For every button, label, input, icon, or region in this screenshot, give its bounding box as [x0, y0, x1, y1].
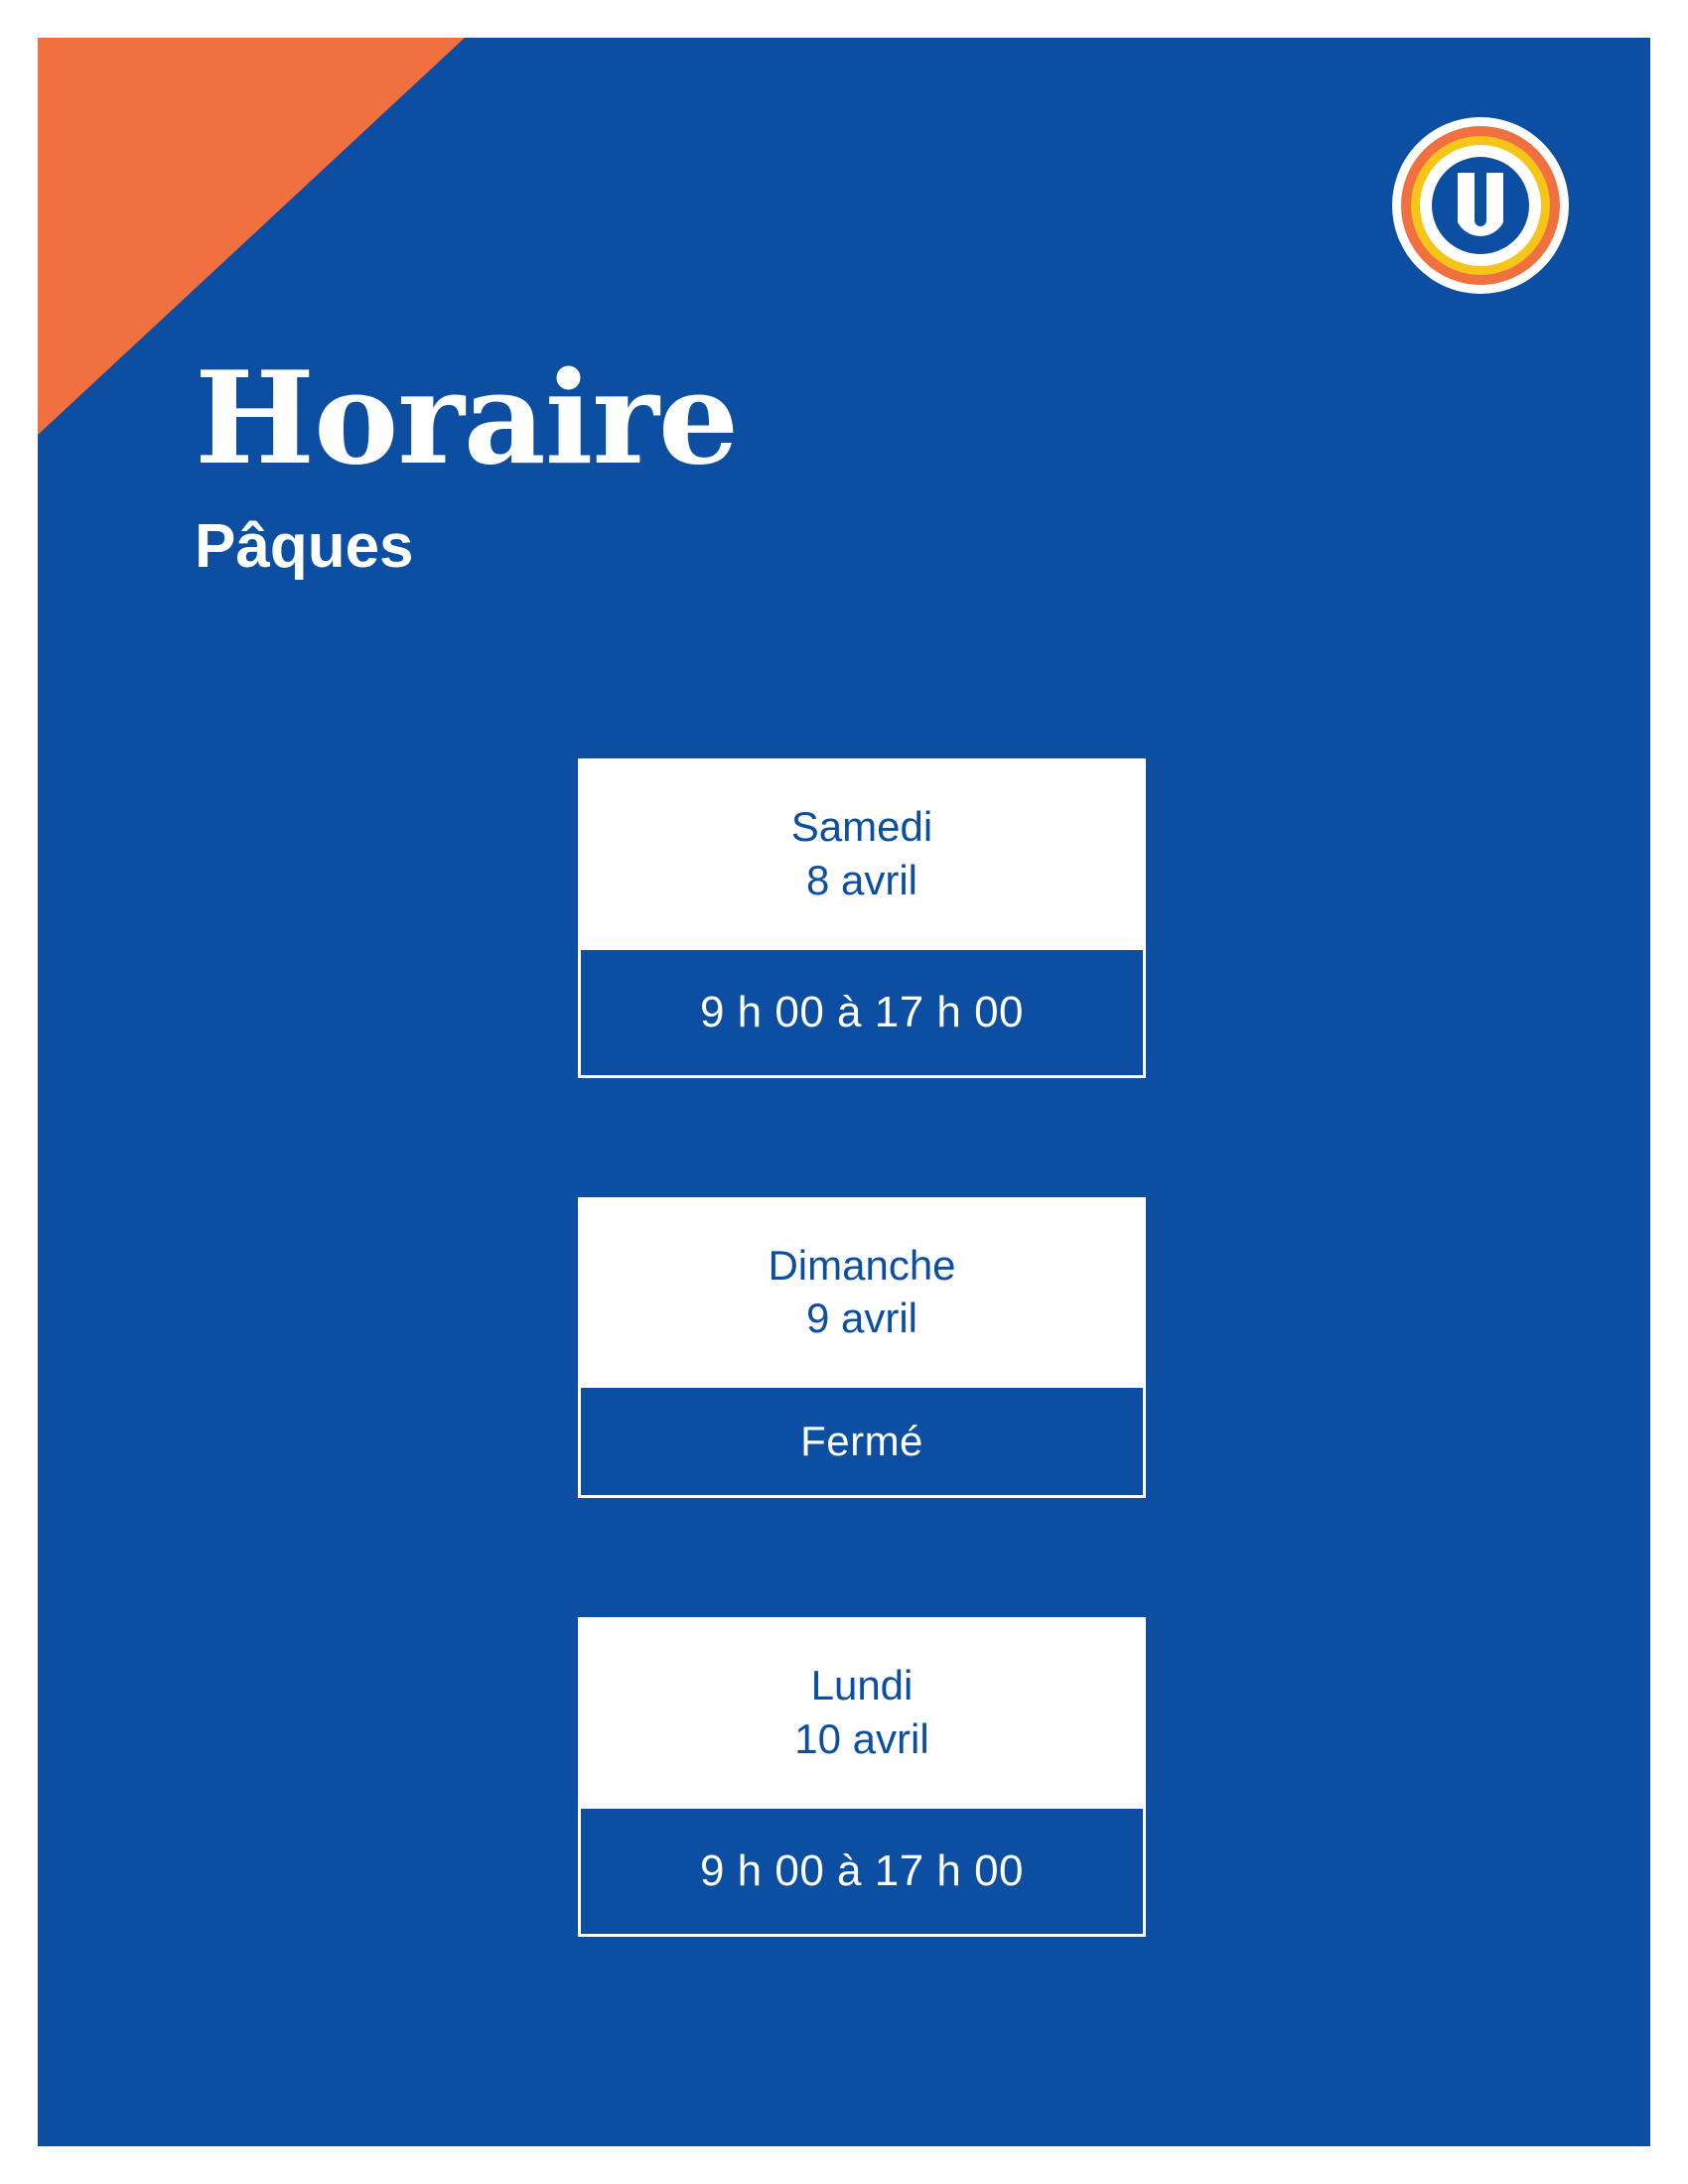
- schedule-day-date: 8 avril: [805, 856, 918, 903]
- page-title: Horaire: [195, 344, 739, 493]
- schedule-card: [578, 758, 1146, 1078]
- brand-logo-icon: [1390, 115, 1571, 296]
- schedule-card-day: [578, 758, 1146, 947]
- schedule-card-hours: Fermé: [578, 1385, 1146, 1498]
- schedule-card-day: [578, 1197, 1146, 1386]
- poster: [38, 38, 1650, 2146]
- schedule-day-name: Samedi: [790, 803, 933, 850]
- title-block: [195, 344, 1188, 581]
- schedule-day-date: 9 avril: [805, 1295, 918, 1342]
- schedule-card-hours: 9 h 00 à 17 h 00: [578, 1806, 1146, 1937]
- schedule-day-date: 10 avril: [794, 1714, 929, 1762]
- schedule-day-name: Lundi: [810, 1662, 914, 1708]
- schedule-day-name: Dimanche: [768, 1241, 956, 1289]
- schedule-list: [578, 758, 1148, 1937]
- schedule-card-hours: 9 h 00 à 17 h 00: [578, 947, 1146, 1078]
- page-subtitle: Pâques: [195, 512, 414, 581]
- schedule-card-day: [578, 1617, 1146, 1806]
- schedule-card: [578, 1197, 1146, 1499]
- schedule-card: [578, 1617, 1146, 1937]
